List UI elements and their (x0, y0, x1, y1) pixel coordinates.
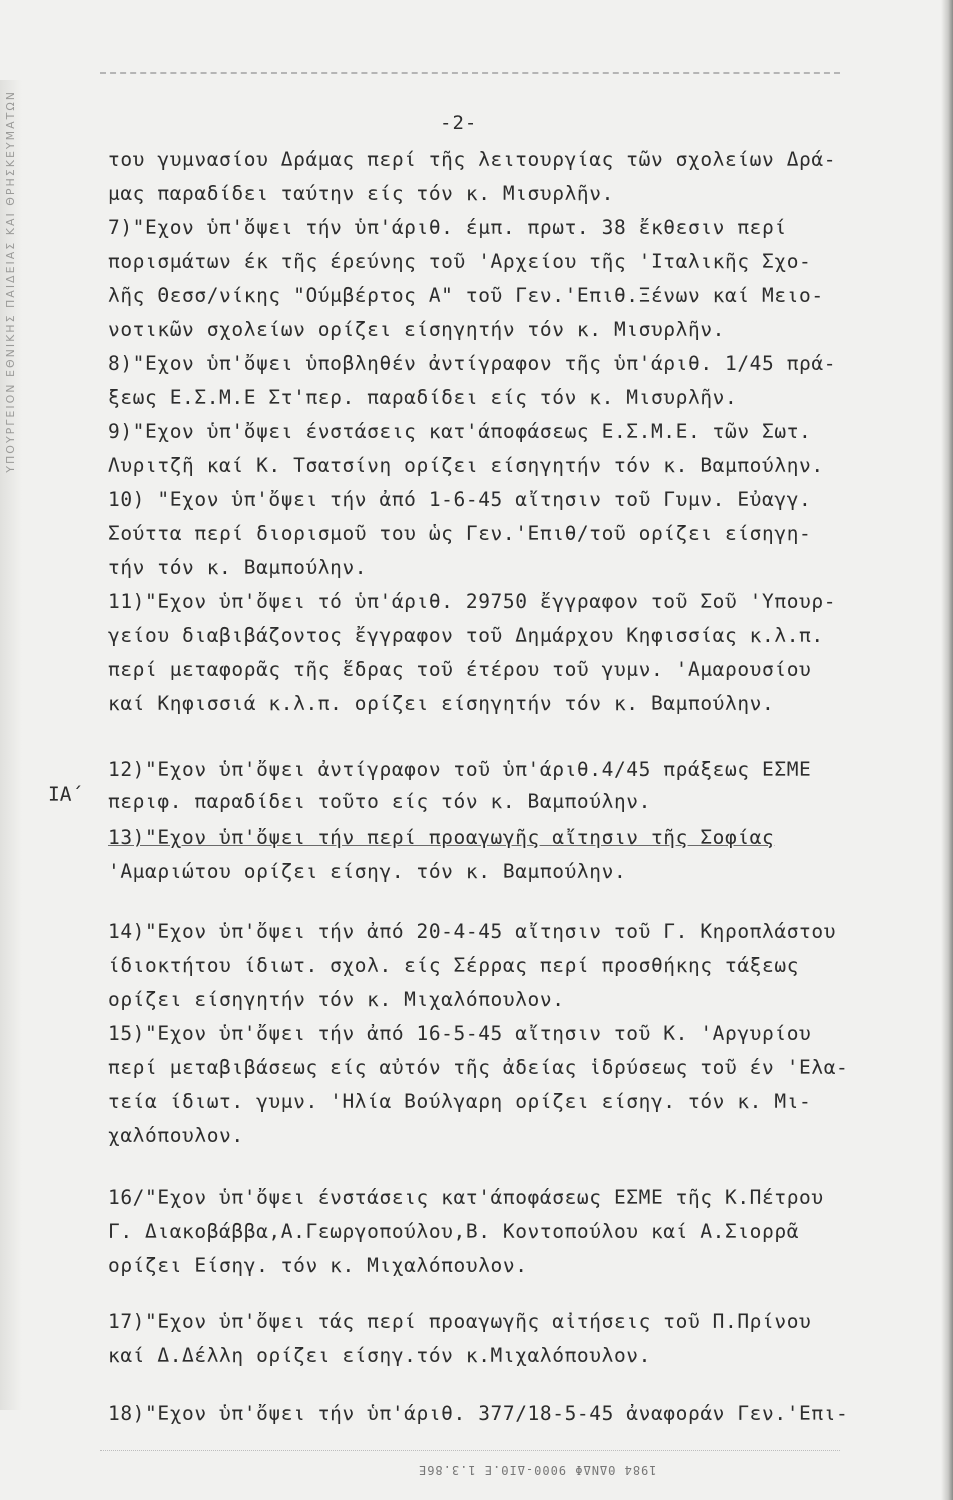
text-line: Λυριτζῆ καί Κ. Τσατσίνη ορίζει είσηγητήν τόν κ. Βαμπούλην. (108, 454, 824, 477)
text-line: πορισμάτων έκ τῆς έρεύνης τοῦ 'Αρχείου τῆς 'Ιταλικῆς Σχο- (108, 250, 812, 273)
spine-stamp (4, 90, 20, 1430)
print-footer: 1984 ΘΔΝΔΦ 9000-ΔΙΘ.Ε 1.3.86Ε (418, 1463, 657, 1477)
text-line: 8)"Εχον ὑπ'ὄψει ὑποβληθέν ἀντίγραφον τῆς ὑπ'άριθ. 1/45 πρά- (108, 352, 837, 375)
text-line: Σούττα περί διορισμοῦ του ὡς Γεν.'Επιθ/τοῦ ορίζει είσηγη- (108, 522, 812, 545)
text-line: 'Αμαριώτου ορίζει είσηγ. τόν κ. Βαμπούλην. (108, 860, 627, 883)
text-line: ίδιοκτήτου ίδιωτ. σχολ. είς Σέρρας περί προσθήκης τάξεως (108, 954, 800, 977)
text-line: 16/"Εχον ὑπ'ὄψει ένστάσεις κατ'άποφάσεως ΕΣΜΕ τῆς Κ.Πέτρου (108, 1186, 824, 1209)
text-line: καί Δ.Δέλλη ορίζει είσηγ.τόν κ.Μιχαλόπουλον. (108, 1344, 651, 1367)
text-line: 12)"Εχον ὑπ'ὄψει ἀντίγραφον τοῦ ὑπ'άριθ.4/45 πράξεως ΕΣΜΕ (108, 758, 812, 781)
text-line: τεία ίδιωτ. γυμν. 'Ηλία Βούλγαρη ορίζει είσηγ. τόν κ. Μι- (108, 1090, 812, 1113)
text-line: 15)"Εχον ὑπ'ὄψει τήν ἀπό 16-5-45 αἴτησιν τοῦ Κ. 'Αργυρίου (108, 1022, 812, 1045)
text-line: λῆς Θεσσ/νίκης "Ούμβέρτος Α" τοῦ Γεν.'Επιθ.Ξένων καί Μειο- (108, 284, 824, 307)
text-line: του γυμνασίου Δράμας περί τῆς λειτουργίας τῶν σχολείων Δρά- (108, 148, 837, 171)
text-line: 18)"Εχον ὑπ'ὄψει τήν ὑπ'άριθ. 377/18-5-45 ἀναφοράν Γεν.'Επι- (108, 1402, 849, 1425)
page-edge (941, 0, 953, 1500)
text-line: 17)"Εχον ὑπ'ὄψει τάς περί προαγωγῆς αἰτήσεις τοῦ Π.Πρίνου (108, 1310, 812, 1333)
text-line: νοτικῶν σχολείων ορίζει είσηγητήν τόν κ. Μισυρλῆν. (108, 318, 725, 341)
text-line: 9)"Εχον ὑπ'ὄψει ένστάσεις κατ'άποφάσεως Ε.Σ.Μ.Ε. τῶν Σωτ. (108, 420, 812, 443)
text-line: μας παραδίδει ταύτην είς τόν κ. Μισυρλῆν. (108, 182, 614, 205)
text-line: 10) "Εχον ὑπ'ὄψει τήν ἀπό 1-6-45 αἴτησιν τοῦ Γυμν. Εὐαγγ. (108, 488, 812, 511)
spine-text: ΥΠΟΥΡΓΕΙΟΝ ΕΘΝΙΚΗΣ ΠΑΙΔΕΙΑΣ ΚΑΙ ΘΡΗΣΚΕΥΜΑΤΩΝ (4, 90, 17, 473)
text-line: καί Κηφισσιά κ.λ.π. ορίζει είσηγητήν τόν κ. Βαμπούλην. (108, 692, 775, 715)
text-line: 13)"Εχον ὑπ'ὄψει τήν περί προαγωγῆς αἴτησιν τῆς Σοφίας (108, 826, 775, 849)
page-number: -2- (440, 112, 478, 134)
text-line: ορίζει Είσηγ. τόν κ. Μιχαλόπουλον. (108, 1254, 528, 1277)
text-line: ορίζει είσηγητήν τόν κ. Μιχαλόπουλον. (108, 988, 565, 1011)
text-line: γείου διαβιβάζοντος ἔγγραφον τοῦ Δημάρχου Κηφισσίας κ.λ.π. (108, 624, 824, 647)
text-line: χαλόπουλον. (108, 1124, 244, 1147)
margin-note: ΙΑ΄ (48, 783, 84, 806)
text-line: περιφ. παραδίδει τοῦτο είς τόν κ. Βαμπούλην. (108, 790, 651, 813)
text-line: περί μεταβιβάσεως είς αὐτόν τῆς ἀδείας ἱδρύσεως τοῦ έν 'Ελα- (108, 1056, 849, 1079)
text-line: 11)"Εχον ὑπ'ὄψει τό ὑπ'άριθ. 29750 ἔγγραφον τοῦ Σοῦ 'Υπουρ- (108, 590, 837, 613)
top-rule (100, 72, 840, 74)
text-line: τήν τόν κ. Βαμπούλην. (108, 556, 368, 579)
text-line: 14)"Εχον ὑπ'ὄψει τήν ἀπό 20-4-45 αἴτησιν τοῦ Γ. Κηροπλάστου (108, 920, 837, 943)
text-line: 7)"Εχον ὑπ'ὄψει τήν ὑπ'άριθ. έμπ. πρωτ. 38 ἔκθεσιν περί (108, 216, 787, 239)
text-line: ξεως Ε.Σ.Μ.Ε Στ'περ. παραδίδει είς τόν κ. Μισυρλῆν. (108, 386, 738, 409)
text-line: Γ. Διακοβάββα,Α.Γεωργοπούλου,Β. Κοντοπούλου καί Α.Σιορρᾶ (108, 1220, 800, 1243)
text-line: περί μεταφορᾶς τῆς ἕδρας τοῦ έτέρου τοῦ γυμν. 'Αμαρουσίου (108, 658, 812, 681)
bottom-rule (100, 1450, 840, 1451)
